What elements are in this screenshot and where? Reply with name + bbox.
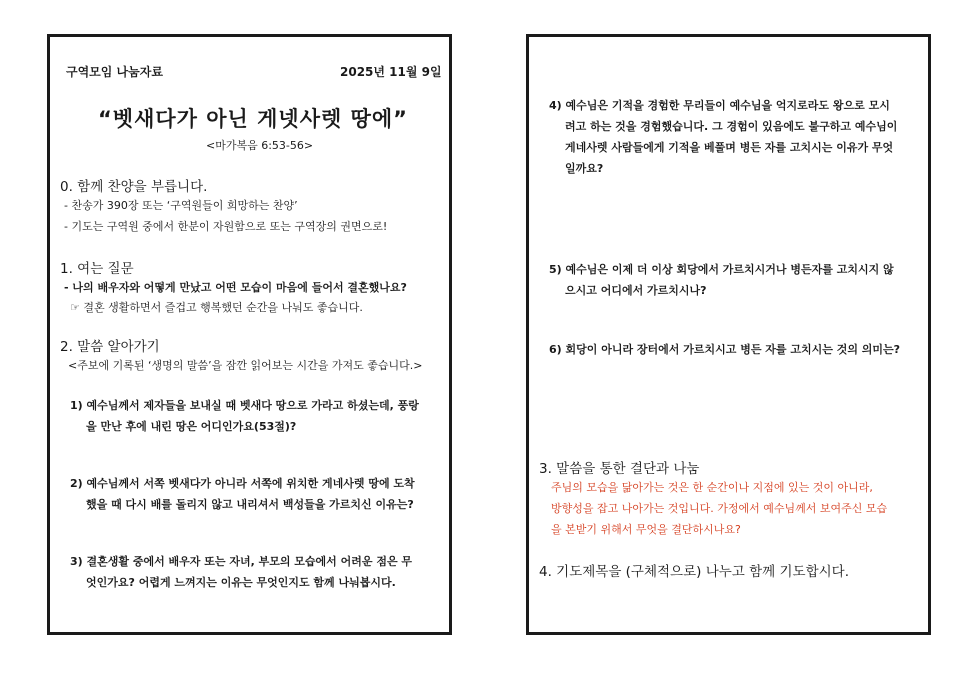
question-4-line-2: 려고 하는 것을 경험했습니다. 그 경험이 있음에도 불구하고 예수님이 (565, 120, 898, 133)
section3-line-1: 주님의 모습을 닮아가는 것은 한 순간이나 지점에 있는 것이 아니라, (551, 481, 873, 494)
question-4-line-3: 게네사렛 사람들에게 기적을 베풀며 병든 자를 고치시는 이유가 무엇 (565, 141, 894, 154)
section3-heading: 3. 말씀을 통한 결단과 나눔 (539, 461, 700, 477)
question-2-line-1: 2) 예수님께서 서쪽 벳새다가 아니라 서쪽에 위치한 게네사렛 땅에 도착 (70, 477, 415, 490)
section0-heading: 0. 함께 찬양을 부릅니다. (60, 179, 208, 195)
section2-note: <주보에 기록된 ‘생명의 말씀’을 잠깐 읽어보는 시간을 가져도 좋습니다.> (68, 359, 423, 372)
question-1 (70, 395, 419, 437)
scripture-reference: <마가복음 6:53-56> (206, 139, 314, 152)
section3-line-3: 을 본받기 위해서 무엇을 결단하시나요? (551, 523, 741, 536)
question-5-line-2: 으시고 어디에서 가르치시나? (565, 284, 707, 297)
header-date: 2025년 11월 9일 (340, 65, 442, 79)
right-page (526, 34, 931, 635)
section3-line-2: 방향성을 잡고 나아가는 것입니다. 가정에서 예수님께서 보여주신 모습 (551, 502, 888, 515)
opening-question: - 나의 배우자와 어떻게 만났고 어떤 모습이 마음에 들어서 결혼했나요? (64, 281, 407, 294)
question-4-line-4: 일까요? (565, 162, 604, 175)
section0-item-2: - 기도는 구역원 중에서 한분이 자원함으로 또는 구역장의 권면으로! (64, 220, 388, 233)
section3-body (551, 477, 887, 540)
question-3-line-2: 엇인가요? 어렵게 느껴지는 이유는 무엇인지도 함께 나눠봅시다. (86, 576, 396, 589)
section1-heading: 1. 여는 질문 (60, 261, 134, 277)
page-title: “벳새다가 아닌 게넷사렛 땅에” (98, 107, 408, 131)
question-2-line-2: 했을 때 다시 배를 돌리지 않고 내리셔서 백성들을 가르치신 이유는? (86, 498, 414, 511)
question-3 (70, 551, 412, 593)
left-page (47, 34, 452, 635)
question-5 (549, 259, 894, 301)
header-left: 구역모임 나눔자료 (66, 65, 163, 79)
section2-heading: 2. 말씀 알아가기 (60, 339, 160, 355)
question-4-line-1: 4) 예수님은 기적을 경험한 무리들이 예수님을 억지로라도 왕으로 모시 (549, 99, 890, 112)
question-4 (549, 95, 897, 179)
question-1-line-2: 을 만난 후에 내린 땅은 어디인가요(53절)? (86, 420, 297, 433)
question-2 (70, 473, 415, 515)
question-6: 6) 회당이 아니라 장터에서 가르치시고 병든 자를 고치시는 것의 의미는? (549, 343, 901, 356)
question-5-line-1: 5) 예수님은 이제 더 이상 회당에서 가르치시거나 병든자를 고치시지 않 (549, 263, 894, 276)
question-3-line-1: 3) 결혼생활 중에서 배우자 또는 자녀, 부모의 모습에서 어려운 점은 무 (70, 555, 413, 568)
section4-heading: 4. 기도제목을 (구체적으로) 나누고 함께 기도합시다. (539, 564, 849, 580)
section0-item-1: - 찬송가 390장 또는 ‘구역원들이 희망하는 찬양’ (64, 199, 298, 212)
question-1-line-1: 1) 예수님께서 제자들을 보내실 때 벳새다 땅으로 가라고 하셨는데, 풍랑 (70, 399, 419, 412)
opening-hint: ☞ 결혼 생활하면서 즐겁고 행복했던 순간을 나눠도 좋습니다. (70, 301, 363, 314)
